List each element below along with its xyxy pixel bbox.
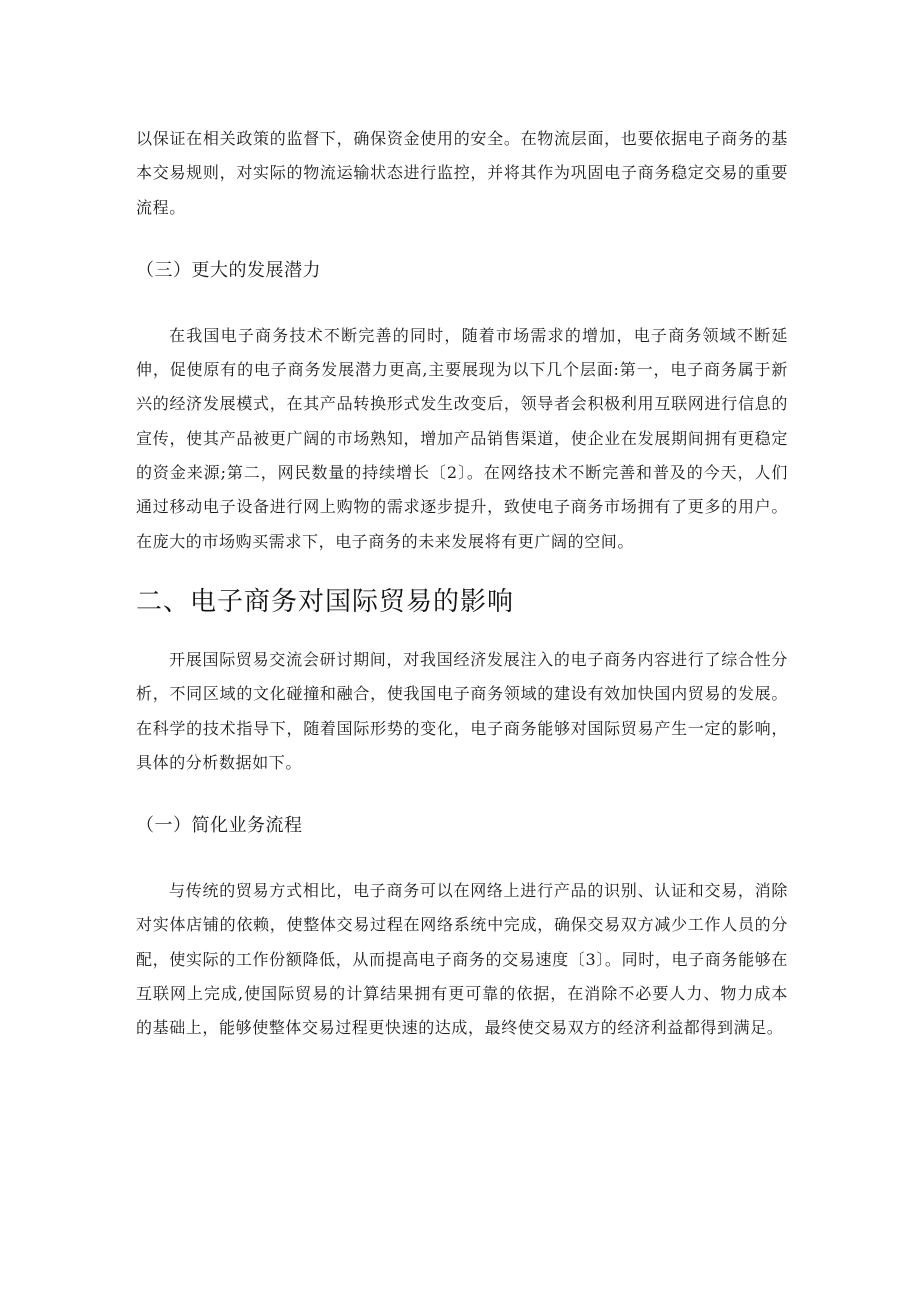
section-heading-impact: 二、电子商务对国际贸易的影响 (136, 586, 515, 617)
paragraph-trade-seminar: 开展国际贸易交流会研讨期间，对我国经济发展注入的电子商务内容进行了综合性分析，不同区域的文化碰撞和融合，使我国电子商务领域的建设有效加快国内贸易的发展。在科学的技术指导下，随着国际形势的变化，电子商务能够对国际贸易产生一定的影响，具体的分析数据如下。 (136, 649, 788, 772)
paragraph-logistics: 以保证在相关政策的监督下，确保资金使用的安全。在物流层面，也要依据电子商务的基本交易规则，对实际的物流运输状态进行监控，并将其作为巩固电子商务稳定交易的重要流程。 (136, 129, 788, 217)
subheading-simplify-process: （一）简化业务流程 (136, 815, 303, 837)
subheading-development-potential: （三）更大的发展潜力 (136, 259, 321, 281)
paragraph-simplify-process: 与传统的贸易方式相比，电子商务可以在网络上进行产品的识别、认证和交易，消除对实体店铺的依赖，使整体交易过程在网络系统中完成，确保交易双方减少工作人员的分配，使实际的工作份额降低，从而提高电子商务的交易速度〔3〕。同时，电子商务能够在互联网上完成,使国际贸易的计算结果拥有更可靠的依据，在消除不必要人力、物力成本的基础上，能够使整体交易过程更快速的达成，最终使交易双方的经济利益都得到满足。 (136, 881, 788, 1038)
document-page (136, 122, 788, 1046)
paragraph-development-potential: 在我国电子商务技术不断完善的同时，随着市场需求的增加，电子商务领域不断延伸，促使原有的电子商务发展潜力更高,主要展现为以下几个层面:第一，电子商务属于新兴的经济发展模式，在其产品转换形式发生改变后，领导者会积极利用互联网进行信息的宣传，使其产品被更广阔的市场熟知，增加产品销售渠道，使企业在发展期间拥有更稳定的资金来源;第二，网民数量的持续增长〔2〕。在网络技术不断完善和普及的今天，人们通过移动电子设备进行网上购物的需求逐步提升，致使电子商务市场拥有了更多的用户。在庞大的市场购买需求下，电子商务的未来发展将有更广阔的空间。 (136, 325, 788, 551)
